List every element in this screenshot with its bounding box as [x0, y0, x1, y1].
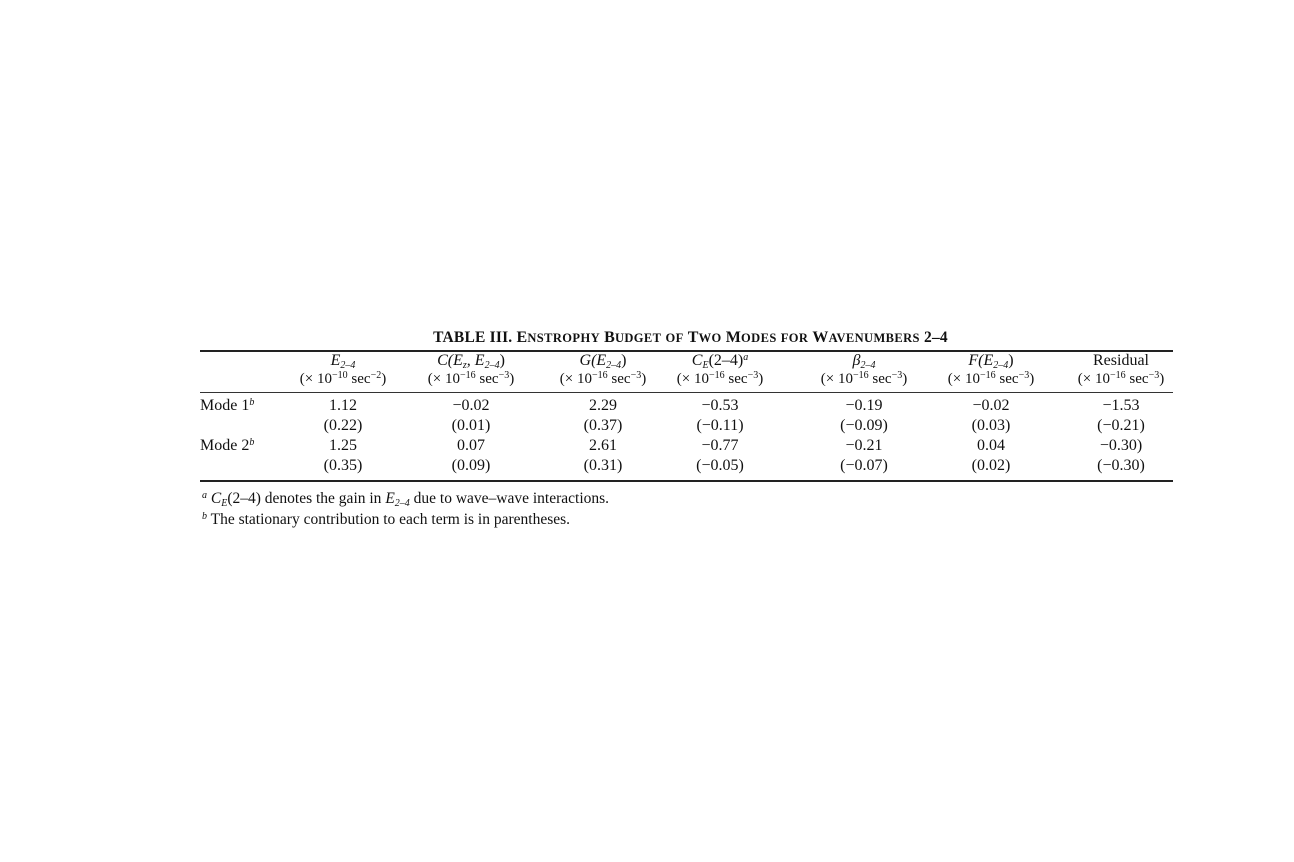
table-cell-stationary: (0.22): [323, 417, 363, 434]
footnotes: [200, 488, 1173, 530]
column-subscript: 2–4: [993, 360, 1009, 371]
table-cell-stationary: (−0.11): [696, 417, 744, 434]
column-unit-3: [560, 371, 646, 388]
unit-exponent: −16: [980, 370, 996, 381]
unit-close: ): [758, 371, 764, 387]
title-word: [781, 329, 809, 346]
table-cell: −0.30): [1099, 437, 1143, 454]
title-word: [812, 329, 920, 346]
title-word-rest: ODES: [741, 331, 777, 345]
column-symbol-end: ): [621, 352, 627, 369]
table-cell: 2.61: [589, 437, 617, 454]
unit-sec-exponent: −3: [498, 370, 510, 381]
title-word-initial: E: [516, 329, 528, 346]
title-word-rest: AVENUMBERS: [828, 331, 920, 345]
unit-sec-exponent: −3: [630, 370, 642, 381]
table-cell: −0.53: [701, 397, 739, 414]
footnote-subscript-2: 2–4: [394, 498, 410, 509]
row-label-mark: b: [249, 397, 255, 408]
title-word: [688, 329, 722, 346]
table-cell: 2.29: [589, 397, 617, 414]
unit-exponent: −16: [709, 370, 725, 381]
table-cell: −0.02: [972, 397, 1010, 414]
table-cell: 1.12: [329, 397, 357, 414]
table-cell: −1.53: [1102, 397, 1140, 414]
unit-sec: sec: [475, 371, 499, 387]
title-word-initial: M: [725, 329, 742, 346]
column-symbol: F(E: [968, 352, 994, 369]
title-word-rest: UDGET: [614, 331, 662, 345]
row-label-text: Mode 1: [200, 397, 250, 414]
table-cell: 0.04: [977, 437, 1005, 454]
unit-sec: sec: [868, 371, 892, 387]
table-cell-stationary: (0.03): [971, 417, 1011, 434]
unit-sec: sec: [607, 371, 631, 387]
table-cell: −0.77: [701, 437, 739, 454]
table-cell-stationary: (0.02): [971, 457, 1011, 474]
title-word-initial: B: [604, 329, 615, 346]
title-word: [604, 329, 661, 346]
title-word: [665, 329, 683, 346]
table-cell: 0.07: [457, 437, 485, 454]
unit-sec: sec: [1125, 371, 1149, 387]
column-unit-1: [300, 371, 386, 388]
title-word-rest: NSTROPHY: [527, 331, 600, 345]
table-cell-stationary: (−0.21): [1097, 417, 1145, 434]
table-cell-stationary: (−0.09): [840, 417, 888, 434]
table-row: [200, 437, 1173, 457]
unit-close: ): [641, 371, 647, 387]
column-header-3: [580, 352, 627, 370]
column-symbol-end: ): [499, 352, 505, 369]
row-label-text: Mode 2: [200, 437, 250, 454]
unit-sec-exponent: −3: [1018, 370, 1030, 381]
column-symbol: C: [691, 352, 703, 369]
footnote-mark: b: [202, 511, 207, 522]
column-unit-5: [821, 371, 907, 388]
unit-exponent: −16: [592, 370, 608, 381]
column-subscript: 2–4: [860, 360, 876, 371]
column-symbol: Residual: [1093, 352, 1149, 369]
column-unit-7: [1078, 371, 1164, 388]
header-unit-row: [200, 371, 1173, 390]
table-cell: −0.19: [845, 397, 883, 414]
column-unit-2: [428, 371, 514, 388]
table-number: TABLE III.: [433, 329, 513, 346]
unit-close: ): [1159, 371, 1165, 387]
column-symbol-end: ): [1008, 352, 1014, 369]
unit-close: ): [381, 371, 387, 387]
footnote-text-2: due to wave–wave interactions.: [409, 490, 610, 507]
column-unit-6: [948, 371, 1034, 388]
footnote-text: The stationary contribution to each term is in parentheses.: [210, 511, 571, 528]
column-symbol: β: [852, 352, 861, 369]
table-cell-stationary: (−0.07): [840, 457, 888, 474]
column-subscript-2: 2–4: [484, 360, 500, 371]
footnote-symbol: C: [210, 490, 222, 507]
row-label-mark: b: [249, 437, 255, 448]
table-cell: 1.25: [329, 437, 357, 454]
title-word: [516, 329, 600, 346]
title-word-rest: FOR: [780, 331, 809, 345]
column-symbol: E: [330, 352, 341, 369]
header-rule: [200, 392, 1173, 393]
column-symbol: C(E: [437, 352, 463, 369]
column-subscript: 2–4: [606, 360, 622, 371]
unit-prefix: (× 10: [947, 371, 981, 387]
unit-exponent: −10: [332, 370, 348, 381]
table-cell: −0.21: [845, 437, 883, 454]
title-word-rest: OF: [665, 331, 684, 345]
table-cell-stationary: (0.31): [583, 457, 623, 474]
column-symbol-mid: , E: [466, 352, 485, 369]
table-title: [516, 329, 924, 346]
title-word-rest: WO: [698, 331, 722, 345]
footnote-b: [202, 509, 1173, 530]
column-header-7: [1093, 352, 1149, 370]
table-cell-stationary: (−0.05): [696, 457, 744, 474]
unit-exponent: −16: [460, 370, 476, 381]
title-word: [726, 329, 777, 346]
footnote-subscript: E: [221, 498, 228, 509]
table-row: [200, 397, 1173, 417]
footnote-a: [202, 488, 1173, 509]
unit-sec-exponent: −3: [891, 370, 903, 381]
unit-close: ): [902, 371, 908, 387]
title-word-initial: W: [812, 329, 829, 346]
table-block: [200, 328, 1173, 530]
table-cell-stationary: (0.09): [451, 457, 491, 474]
column-header-6: [968, 352, 1013, 370]
column-subscript: 2–4: [340, 360, 356, 371]
unit-prefix: (× 10: [820, 371, 854, 387]
unit-close: ): [1029, 371, 1035, 387]
unit-prefix: (× 10: [427, 371, 461, 387]
unit-sec-exponent: −3: [1148, 370, 1160, 381]
column-symbol: G(E: [579, 352, 607, 369]
table-row-stationary: [200, 417, 1173, 437]
table-caption: [208, 328, 1173, 348]
column-header-1: [331, 352, 356, 370]
unit-prefix: (× 10: [1077, 371, 1111, 387]
table-cell: −0.02: [452, 397, 490, 414]
table-cell-stationary: (0.37): [583, 417, 623, 434]
column-subscript: z: [462, 360, 467, 371]
table-body: [200, 397, 1173, 477]
column-footnote-mark: a: [743, 352, 749, 363]
column-header-2: [437, 352, 505, 370]
table-title-range: 2–4: [924, 329, 948, 346]
title-word-initial: T: [687, 329, 699, 346]
unit-exponent: −16: [853, 370, 869, 381]
row-label: [200, 397, 254, 415]
unit-prefix: (× 10: [559, 371, 593, 387]
unit-exponent: −16: [1110, 370, 1126, 381]
unit-sec-exponent: −3: [747, 370, 759, 381]
row-label: [200, 437, 254, 455]
header-name-row: [200, 352, 1173, 371]
column-unit-4: [677, 371, 763, 388]
unit-sec: sec: [347, 371, 371, 387]
unit-close: ): [509, 371, 515, 387]
column-header-5: [853, 352, 876, 370]
footnote-symbol-2: E: [385, 490, 395, 507]
table-cell-stationary: (0.35): [323, 457, 363, 474]
column-subscript: E: [702, 360, 709, 371]
table-row-stationary: [200, 457, 1173, 477]
unit-sec-exponent: −2: [370, 370, 382, 381]
bottom-rule: [200, 480, 1173, 482]
table-cell-stationary: (−0.30): [1097, 457, 1145, 474]
unit-sec: sec: [724, 371, 748, 387]
unit-prefix: (× 10: [299, 371, 333, 387]
unit-prefix: (× 10: [676, 371, 710, 387]
table-cell-stationary: (0.01): [451, 417, 491, 434]
footnote-text: (2–4) denotes the gain in: [227, 490, 386, 507]
column-symbol-end: (2–4): [708, 352, 744, 369]
column-header-4: [692, 352, 748, 370]
footnote-mark: a: [202, 490, 207, 501]
unit-sec: sec: [995, 371, 1019, 387]
